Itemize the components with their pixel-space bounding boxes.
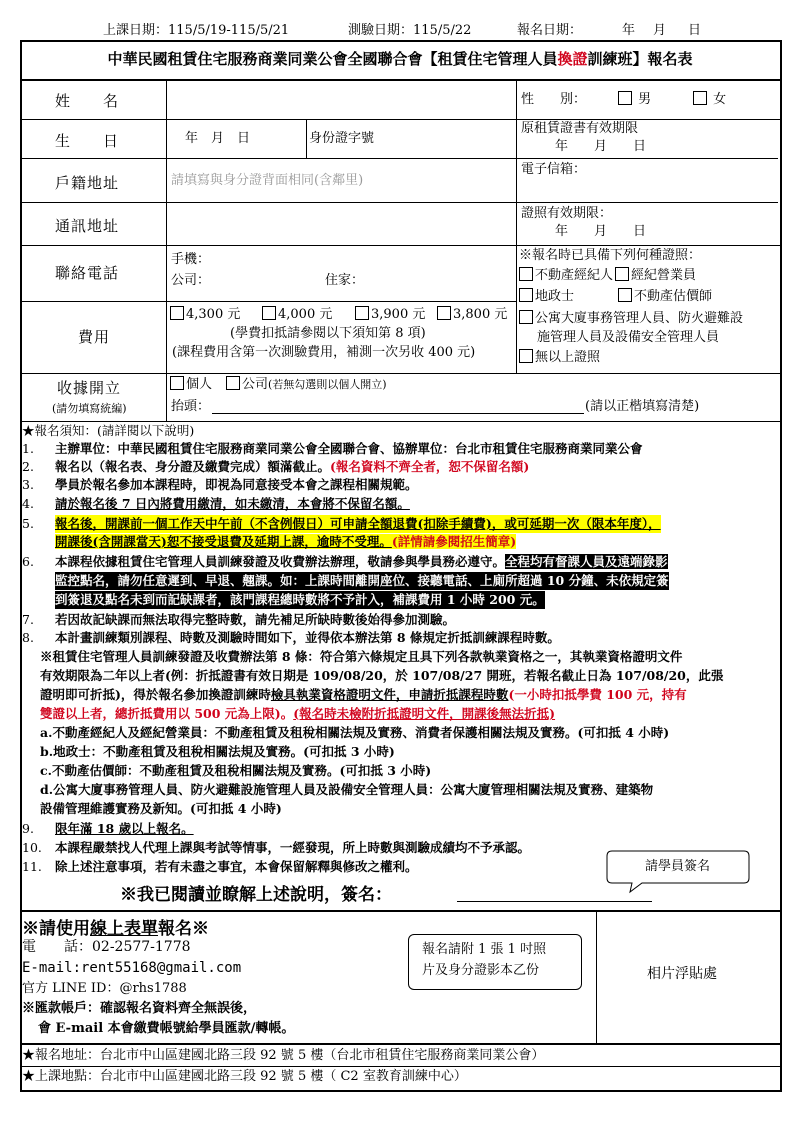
gender-male[interactable]: 男 <box>618 91 651 109</box>
cert-option-land-admin[interactable]: 地政士 <box>519 288 574 306</box>
sign-statement: ※我已閱讀並瞭解上述說明，簽名： <box>120 885 392 905</box>
note-2: 報名以（報名表、身分證及繳費完成）額滿截止。(報名資料不齊全者，恕不保留名額) <box>55 459 530 474</box>
note-num: 6. <box>22 554 34 569</box>
note-num: 3. <box>22 477 34 492</box>
class-location: ★上課地點：台北市中山區建國北路三段 92 號 5 樓（ C2 室教育訓練中心） <box>22 1069 467 1084</box>
note-num: 1. <box>22 441 34 456</box>
note-6c: 到簽退及點名未到而記缺課者，該門課程總時數將不予計入，補課費用 1 小時 200 元。 <box>55 592 545 607</box>
note-8-rule-4: 雙證以上者，總折抵費用以 500 元為上限)。(報名時未檢附折抵證明文件，開課後無法折抵) <box>40 706 556 721</box>
gender-label: 性 別： <box>521 92 587 107</box>
fee-label: 費用 <box>78 328 111 346</box>
note-9: 限年滿 18 歲以上報名。 <box>55 821 194 836</box>
note-5a: 報名後，開課前一個工作天中午前（不含例假日）可申請全額退費(扣除手續費)，或可延期一次（限本年度）， <box>55 516 661 531</box>
id-number-label: 身份證字號 <box>309 131 375 146</box>
female-checkbox[interactable] <box>693 91 707 105</box>
note-5b: 開課後(含開課當天)恕不接受退費及延期上課，逾時不受理。(詳情請參閱招生簡章) <box>55 534 517 549</box>
cert-valid-label: 原租賃證書有效期限 <box>521 121 639 136</box>
note-num: 8. <box>22 630 34 645</box>
cert-option-building-mgmt[interactable]: 公寓大廈事務管理人員、防火避難設 <box>519 310 743 328</box>
certs-intro: ※報名時已具備下列何種證照： <box>519 248 702 263</box>
note-num: 2. <box>22 459 34 474</box>
note-8-rule-3: 證明即可折抵)，得於報名參加換證訓練時檢具執業資格證明文件，申請折抵課程時數(一小時扣抵學費 100 元，持有 <box>40 687 687 702</box>
note-3: 學員於報名參加本課程時，即視為同意接受本會之課程相關規範。 <box>55 477 418 492</box>
note-8-rule-2: 有效期限為二年以上者(例：折抵證書有效日期是 109/08/20，於 107/08/27 開班，若報名截止日為 107/08/20，此張 <box>40 668 724 683</box>
email-label: 電子信箱： <box>521 162 587 177</box>
fee-note-2: (課程費用含第一次測驗費用，補測一次另收 400 元) <box>172 345 476 360</box>
note-6a: 本課程依據租賃住宅管理人員訓練發證及收費辦法辦理，敬請參與學員務必遵守。全程均有督課人員及遠端錄影 <box>55 554 668 569</box>
bank-info-1: ※匯款帳戶：確認報名資料齊全無誤後， <box>22 1001 257 1016</box>
note-8-rule-1: ※租賃住宅管理人員訓練發證及收費辦法第 8 條：符合第六條規定且具下列各款執業資格之一，其執業資格證明文件 <box>40 649 683 664</box>
photo-note-1: 報名請附 1 張 1 吋照 <box>422 942 547 957</box>
note-4: 請於報名後 7 日內將費用繳清，如未繳清，本會將不保留名額。 <box>55 496 410 511</box>
receipt-title-line[interactable] <box>212 413 584 414</box>
home-phone-label[interactable]: 住家： <box>325 273 365 288</box>
note-num: 4. <box>22 496 34 511</box>
household-address-field[interactable]: 請填寫與身分證背面相同(含鄰里) <box>171 173 364 188</box>
fee-option-4000[interactable]: 4,000 元 <box>262 306 332 324</box>
note-num: 10. <box>22 840 42 855</box>
reg-month: 月 <box>653 23 667 38</box>
note-8b: b.地政士：不動產租賃及租稅相關法規及實務。(可扣抵 3 小時) <box>40 744 395 759</box>
license-valid-label: 證照有效期限： <box>521 206 613 221</box>
fee-option-4300[interactable]: 4,300 元 <box>170 306 240 324</box>
cert-option-appraiser[interactable]: 不動產估價師 <box>618 288 712 306</box>
sign-bubble-text: 請學員簽名 <box>645 859 711 874</box>
receipt-title-note: (請以正楷填寫清楚) <box>585 399 700 414</box>
registration-address: ★報名地址：台北市中山區建國北路三段 92 號 5 樓（台北市租賃住宅服務商業同業公會） <box>22 1048 545 1063</box>
contact-email: E-mail:rent55168@gmail.com <box>22 960 242 976</box>
mailing-address-field[interactable] <box>168 204 514 244</box>
note-num: 5. <box>22 516 34 531</box>
note-1: 主辦單位：中華民國租賃住宅服務商業同業公會全國聯合會、協辦單位：台北市租賃住宅服務商業同業公會 <box>55 441 643 456</box>
note-8a: a.不動產經紀人及經紀營業員：不動產租賃及租稅相關法規及實務、消費者保護相關法規及實務。(可扣抵 4 小時) <box>40 725 670 740</box>
cert-option-broker[interactable]: 不動產經紀人 經紀營業員 <box>519 267 696 285</box>
fee-option-3900[interactable]: 3,900 元 <box>355 306 425 324</box>
receipt-label: 收據開立 <box>57 379 122 397</box>
cert-valid-date[interactable]: 年 月 日 <box>555 139 647 154</box>
photo-area[interactable]: 相片浮貼處 <box>647 966 717 982</box>
online-form-link[interactable]: 線上表單 <box>90 919 158 939</box>
note-8c: c.不動產估價師：不動產租賃及租稅相關法規及實務。(可扣抵 3 小時) <box>40 763 432 778</box>
fee-note-1: (學費扣抵請參閱以下須知第 8 項) <box>230 326 426 341</box>
form-title: 中華民國租賃住宅服務商業同業公會全國聯合會【租賃住宅管理人員換證訓練班】報名表 <box>107 50 693 68</box>
notes-heading: ★報名須知：(請詳閱以下說明) <box>22 423 195 438</box>
photo-note-2: 片及身分證影本乙份 <box>422 963 540 978</box>
note-11: 除上述注意事項，若有未盡之事宜，本會保留解釋與修改之權利。 <box>55 859 418 874</box>
birthday-field[interactable]: 年 月 日 <box>185 131 251 146</box>
company-phone-label[interactable]: 公司： <box>171 273 211 288</box>
note-8: 本計畫訓練類別課程、時數及測驗時間如下，並得依本辦法第 8 條規定折抵訓練課程時數。 <box>55 630 560 645</box>
exam-date: 測驗日期：115/5/22 <box>348 23 472 38</box>
note-8d-2: 設備管理維護實務及新知。(可扣抵 4 小時) <box>40 801 282 816</box>
gender-female[interactable]: 女 <box>693 91 726 109</box>
receipt-title-label: 抬頭： <box>171 399 211 414</box>
note-num: 7. <box>22 612 34 627</box>
note-6b: 監控點名，請勿任意遲到、早退、翹課。如：上課時間離開座位、接聽電話、上廁所超過 10 分鐘、未依規定簽 <box>55 573 669 588</box>
online-form-heading: ※請使用線上表單報名※ <box>22 919 209 939</box>
male-checkbox[interactable] <box>618 91 632 105</box>
receipt-sub: (請勿填寫統編) <box>52 402 127 415</box>
receipt-personal[interactable]: 個人 <box>170 376 212 394</box>
license-valid-date[interactable]: 年 月 日 <box>555 224 647 239</box>
note-num: 9. <box>22 821 34 836</box>
contact-phone: 電 話：02-2577-1778 <box>22 939 191 955</box>
note-10: 本課程嚴禁找人代理上課與考試等情事，一經發現，所上時數與測驗成績均不予承認。 <box>55 840 531 855</box>
note-num: 11. <box>22 859 42 874</box>
note-7: 若因故記缺課而無法取得完整時數，請先補足所缺時數後始得參加測驗。 <box>55 612 456 627</box>
note-8d-1: d.公寓大廈事務管理人員、防火避難設施管理人員及設備安全管理人員：公寓大廈管理相關法規及實務、建築物 <box>40 782 654 797</box>
reg-day: 日 <box>688 23 702 38</box>
receipt-company[interactable]: 公司(若無勾選則以個人開立) <box>226 376 387 394</box>
cert-option-none[interactable]: 無以上證照 <box>519 349 600 367</box>
fee-option-3800[interactable]: 3,800 元 <box>437 306 507 324</box>
reg-year: 年 <box>622 23 636 38</box>
contact-line-id: 官方 LINE ID：@rhs1788 <box>22 981 187 996</box>
registration-date-label: 報名日期： <box>517 23 583 38</box>
mailing-address-label: 通訊地址 <box>55 217 120 235</box>
cert-option-building-mgmt-cont: 施管理人員及設備安全管理人員 <box>537 330 720 345</box>
signature-line[interactable] <box>457 901 652 902</box>
course-date: 上課日期：115/5/19-115/5/21 <box>103 23 290 38</box>
name-label: 姓 名 <box>55 92 120 110</box>
name-field[interactable] <box>168 82 514 118</box>
bank-info-2: 會 E-mail 本會繳費帳號給學員匯款/轉帳。 <box>38 1021 295 1036</box>
phone-label: 聯絡電話 <box>55 264 120 282</box>
household-address-label: 戶籍地址 <box>55 174 120 192</box>
mobile-label[interactable]: 手機： <box>171 252 211 267</box>
birthday-label: 生 日 <box>55 132 120 150</box>
